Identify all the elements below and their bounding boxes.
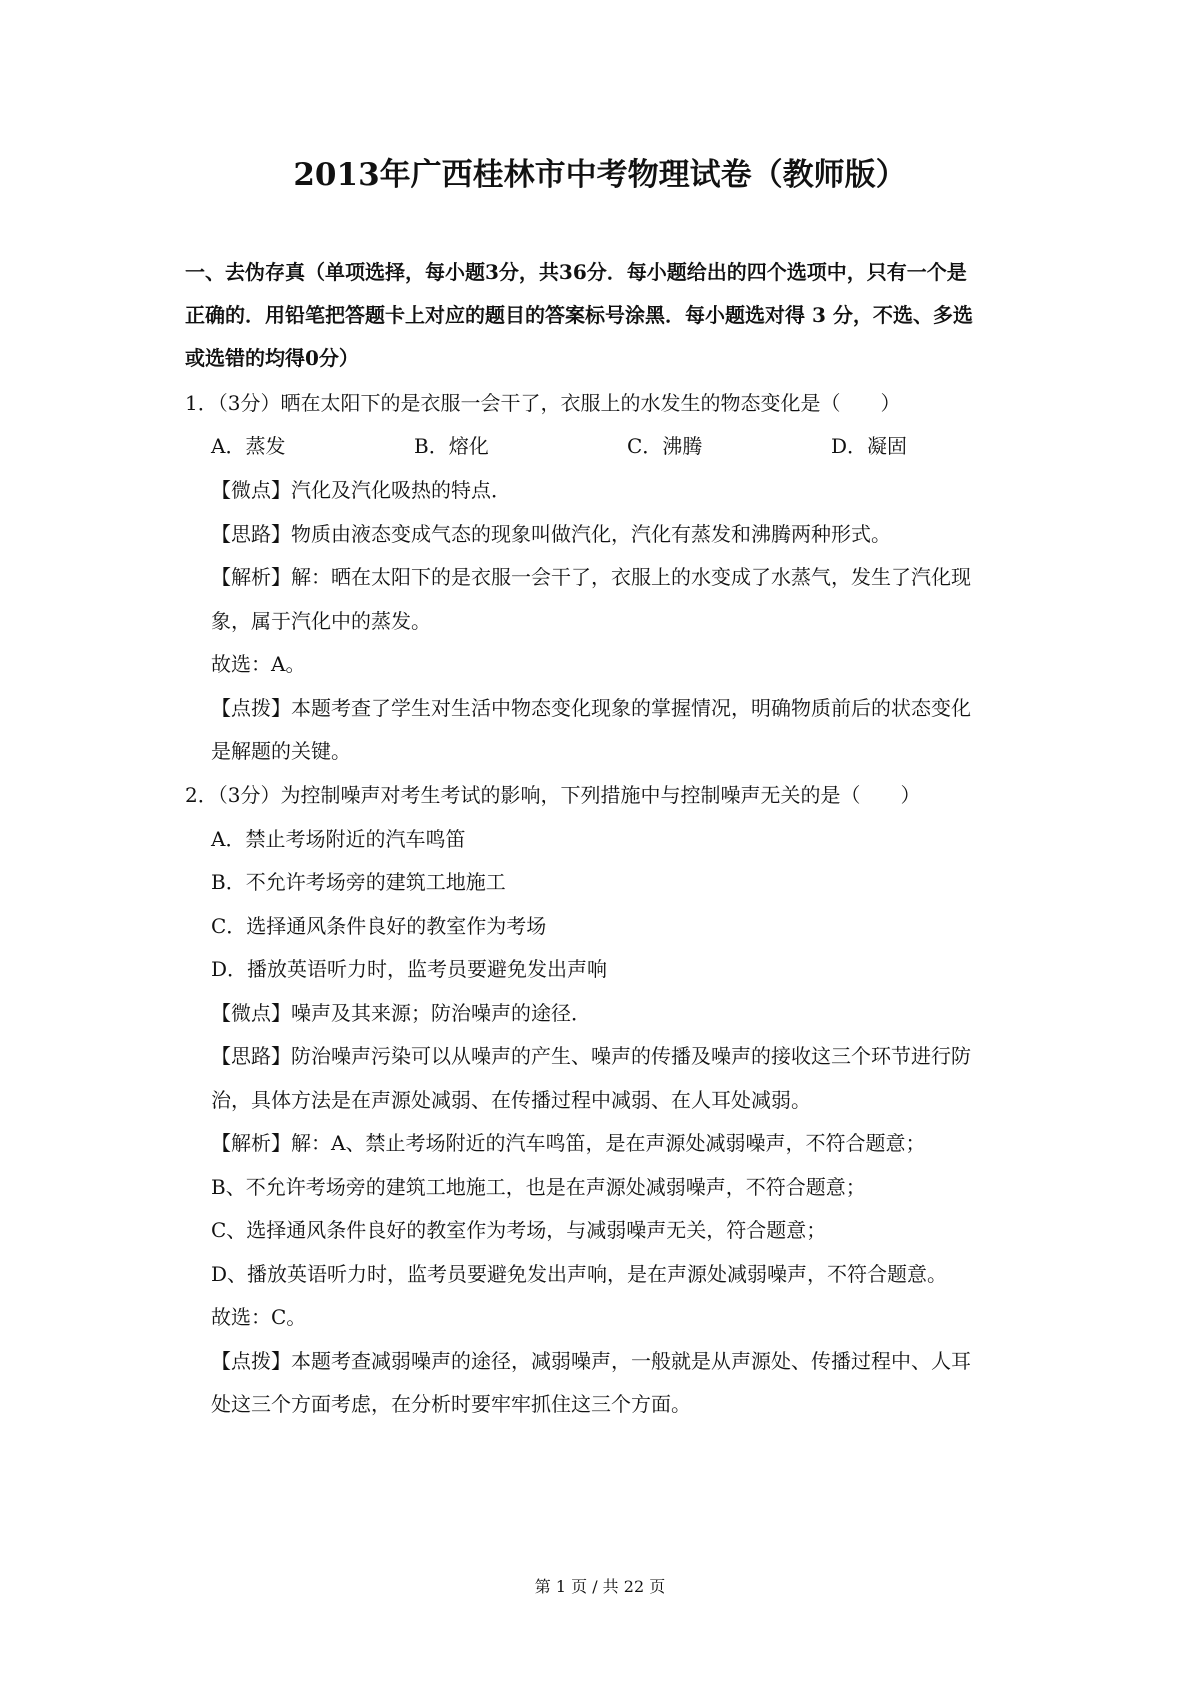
- section-heading-line-2: 正确的．用铅笔把答题卡上对应的题目的答案标号涂黑．每小题选对得 3 分，不选、多选: [185, 303, 973, 327]
- q1-weidian: 【微点】汽化及汽化吸热的特点．: [211, 478, 511, 502]
- q2-jiexi-line-3: C、选择通风条件良好的教室作为考场，与减弱噪声无关，符合题意；: [211, 1218, 827, 1242]
- question-2-stem: 2．（3分）为控制噪声对考生考试的影响，下列措施中与控制噪声无关的是（ ）: [185, 783, 921, 807]
- page-footer: 第 1 页 / 共 22 页: [534, 1577, 666, 1596]
- q1-jiexi-line-1: 【解析】解：晒在太阳下的是衣服一会干了，衣服上的水变成了水蒸气，发生了汽化现: [211, 565, 971, 589]
- q2-option-a: A．禁止考场附近的汽车鸣笛: [211, 827, 466, 851]
- q2-jiexi-line-4: D、播放英语听力时，监考员要避免发出声响，是在声源处减弱噪声，不符合题意。: [211, 1262, 948, 1286]
- q2-option-d: D．播放英语听力时，监考员要避免发出声响: [211, 957, 608, 981]
- section-heading-line-3: 或选错的均得0分）: [185, 346, 359, 370]
- q1-option-d: D．凝固: [831, 434, 908, 458]
- q1-answer: 故选：A。: [211, 652, 306, 676]
- q1-option-c: C．沸腾: [627, 434, 703, 458]
- page-title: 2013年广西桂林市中考物理试卷（教师版）: [293, 157, 907, 193]
- q2-weidian: 【微点】噪声及其来源；防治噪声的途径．: [211, 1001, 591, 1025]
- q2-jiexi-line-2: B、不允许考场旁的建筑工地施工，也是在声源处减弱噪声，不符合题意；: [211, 1175, 866, 1199]
- q2-dianbo-line-1: 【点拨】本题考查减弱噪声的途径，减弱噪声，一般就是从声源处、传播过程中、人耳: [211, 1349, 971, 1373]
- q1-jiexi-line-2: 象，属于汽化中的蒸发。: [211, 609, 431, 633]
- q2-option-c: C．选择通风条件良好的教室作为考场: [211, 914, 547, 938]
- q1-option-b: B．熔化: [414, 434, 489, 458]
- q2-answer: 故选：C。: [211, 1305, 307, 1329]
- q2-option-b: B．不允许考场旁的建筑工地施工: [211, 870, 506, 894]
- question-1-stem: 1．（3分）晒在太阳下的是衣服一会干了，衣服上的水发生的物态变化是（ ）: [185, 391, 901, 415]
- q1-silu: 【思路】物质由液态变成气态的现象叫做汽化，汽化有蒸发和沸腾两种形式。: [211, 522, 891, 546]
- q2-jiexi-line-1: 【解析】解：A、禁止考场附近的汽车鸣笛，是在声源处减弱噪声，不符合题意；: [211, 1131, 926, 1155]
- section-heading-line-1: 一、去伪存真（单项选择，每小题3分，共36分．每小题给出的四个选项中，只有一个是: [185, 260, 967, 284]
- q1-dianbo-line-1: 【点拨】本题考查了学生对生活中物态变化现象的掌握情况，明确物质前后的状态变化: [211, 696, 971, 720]
- q2-silu-line-1: 【思路】防治噪声污染可以从噪声的产生、噪声的传播及噪声的接收这三个环节进行防: [211, 1044, 971, 1068]
- q2-silu-line-2: 治，具体方法是在声源处减弱、在传播过程中减弱、在人耳处减弱。: [211, 1088, 811, 1112]
- q2-dianbo-line-2: 处这三个方面考虑，在分析时要牢牢抓住这三个方面。: [211, 1392, 691, 1416]
- q1-dianbo-line-2: 是解题的关键。: [211, 739, 351, 763]
- q1-option-a: A．蒸发: [211, 434, 286, 458]
